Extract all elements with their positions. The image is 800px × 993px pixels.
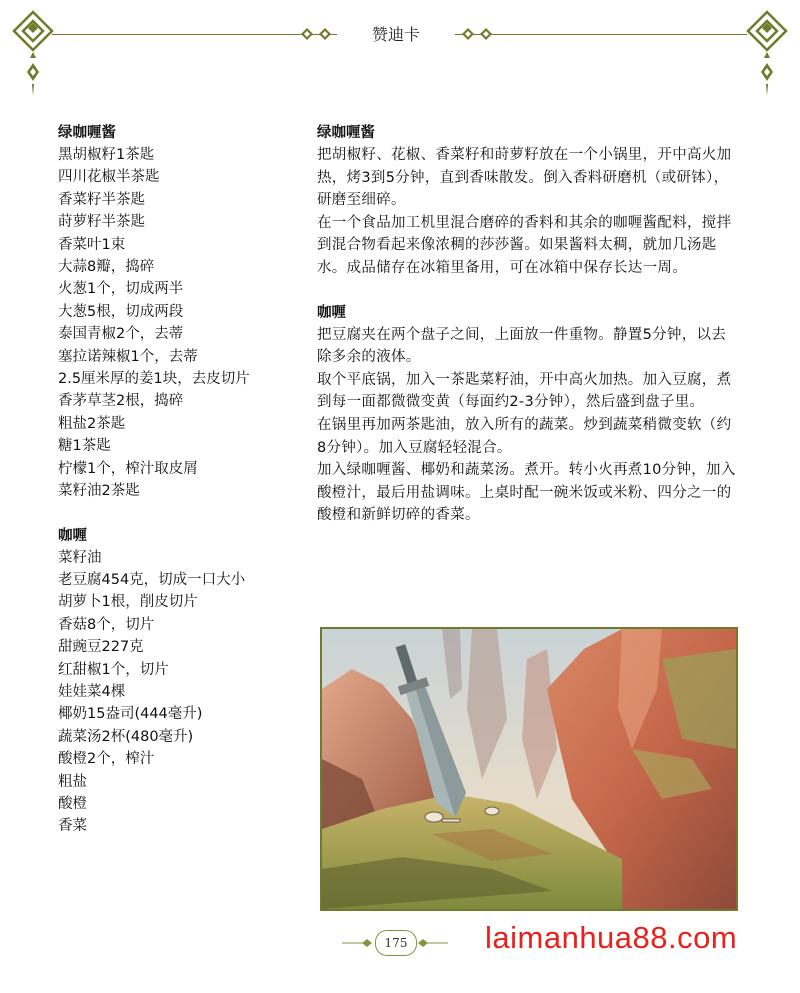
ingredient-item: 菜籽油2茶匙 [58,483,140,500]
watermark-text: laimanhua88.com [485,920,738,955]
instructions-column [317,122,737,527]
instruction-paragraph: 加入绿咖喱酱、椰奶和蔬菜汤。煮开。转小火再煮10分钟，加入酸橙汁，最后用盐调味。上桌时配一碗米饭或米粉、四分之一的酸橙和新鲜切碎的香菜。 [317,462,736,524]
title-ornament-left-icon [293,27,341,41]
ingredient-item: 椰奶15盎司(444毫升) [58,706,203,723]
header-title: 赞迪卡 [371,25,420,44]
landscape-illustration [322,629,736,909]
ingredient-item: 红甜椒1个，切片 [58,661,169,678]
ingredient-item: 香菜 [58,818,87,835]
ingredient-item: 大葱5根，切成两段 [58,303,184,320]
ingredient-item: 菜籽油 [58,549,102,566]
ingredient-item: 火葱1个，切成两半 [58,281,184,298]
ingredient-item: 酸橙2个，榨汁 [58,751,155,768]
instruction-paragraph: 把胡椒籽、花椒、香菜籽和莳萝籽放在一个小锅里，开中高火加热，烤3到5分钟，直到香味散发。倒入香料研磨机（或研钵），研磨至细碎。 [317,147,732,209]
ingredient-item: 粗盐2茶匙 [58,415,126,432]
ingredient-item: 黑胡椒籽1茶匙 [58,147,155,163]
instruction-paragraph: 在一个食品加工机里混合磨碎的香料和其余的咖喱酱配料，搅拌到混合物看起来像浓稠的莎莎酱。如果酱料太稠，就加几汤匙水。成品储存在冰箱里备用，可在冰箱中保存长达一周。 [317,214,732,276]
page-number-ornament [340,928,450,958]
section-title-curry: 咖喱 [58,527,87,544]
section-title-green-curry-paste: 绿咖喱酱 [58,125,116,141]
ingredient-item: 莳萝籽半茶匙 [58,214,145,231]
instruction-paragraph: 把豆腐夹在两个盘子之间，上面放一件重物。静置5分钟，以去除多余的液体。 [317,326,727,366]
ingredient-item: 甜豌豆227克 [58,639,144,656]
ingredients-column [58,122,298,838]
title-ornament-right-icon [452,27,500,41]
page-number: 175 [375,930,417,956]
ingredient-item: 2.5厘米厚的姜1块，去皮切片 [58,371,250,388]
landscape-painting [320,627,738,911]
ingredient-item: 塞拉诺辣椒1个，去蒂 [58,348,198,365]
ingredient-item: 酸橙 [58,795,87,812]
ingredient-item: 泰国青椒2个，去蒂 [58,326,184,343]
ingredient-item: 香菇8个，切片 [58,616,155,633]
ingredient-item: 娃娃菜4棵 [58,683,126,700]
ingredient-item: 老豆腐454克，切成一口大小 [58,571,246,588]
ingredient-item: 香茅草茎2根，捣碎 [58,393,184,410]
ingredient-item: 四川花椒半茶匙 [58,169,160,186]
instruction-paragraph: 取个平底锅，加入一茶匙菜籽油，开中高火加热。加入豆腐，煮到每一面都微微变黄（每面约2-3分钟），然后盛到盘子里。 [317,371,732,411]
ingredient-item: 胡萝卜1根，削皮切片 [58,594,198,611]
page-header [0,0,800,100]
ingredient-item: 糖1茶匙 [58,438,111,455]
corner-emblem-left-icon [8,8,58,98]
section-title-curry: 咖喱 [317,304,346,321]
section-title-green-curry-paste: 绿咖喱酱 [317,125,375,141]
ingredient-item: 蔬菜汤2杯(480毫升) [58,728,194,745]
ingredient-item: 柠檬1个，榨汁取皮屑 [58,460,198,477]
ingredient-item: 香菜籽半茶匙 [58,191,145,208]
instruction-paragraph: 在锅里再加两茶匙油，放入所有的蔬菜。炒到蔬菜稍微变软（约8分钟）。加入豆腐轻轻混合。 [317,416,732,456]
corner-emblem-right-icon [742,8,792,98]
ingredient-item: 粗盐 [58,773,87,790]
ingredient-item: 香菜叶1束 [58,236,126,253]
ingredient-item: 大蒜8瓣，捣碎 [58,259,155,276]
